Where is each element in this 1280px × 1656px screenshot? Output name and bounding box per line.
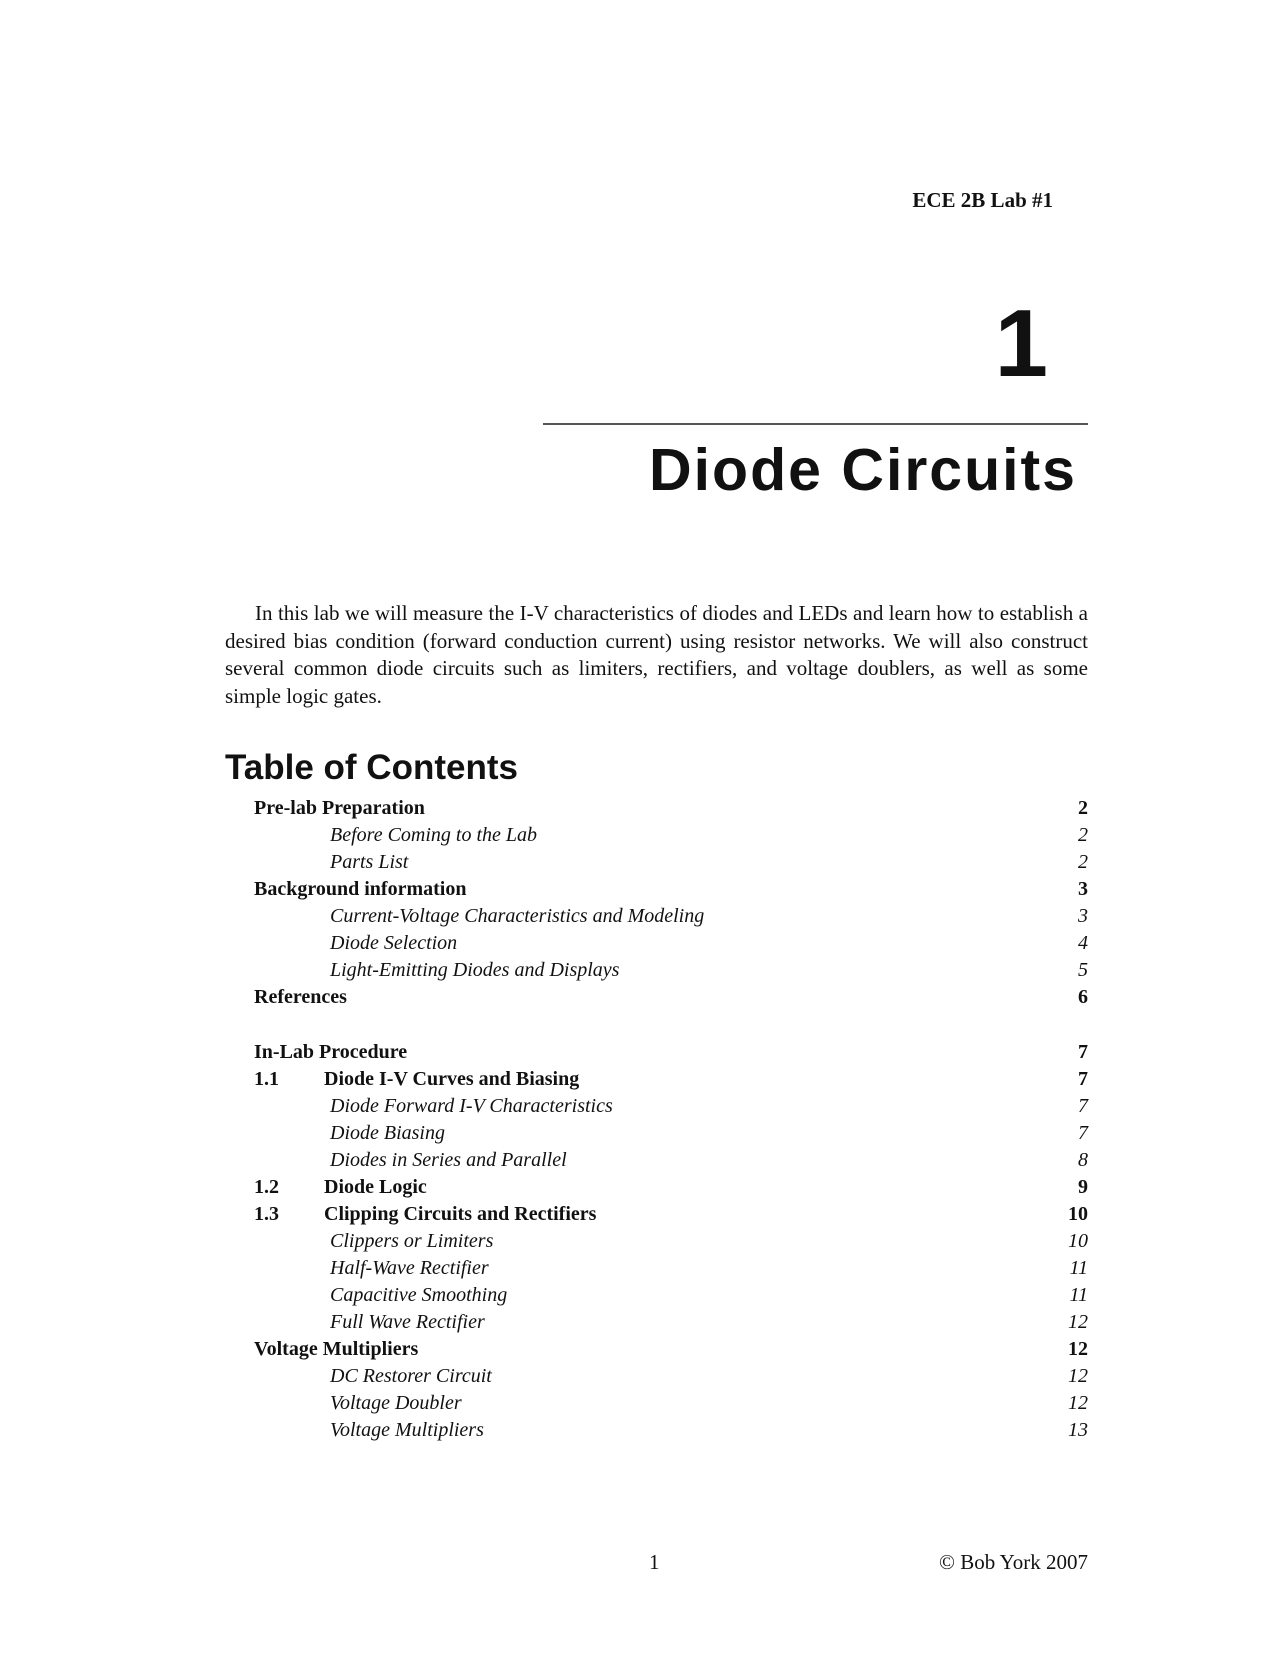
toc-entry[interactable] [254, 1066, 1088, 1093]
toc-entry-page: 12 [1068, 1338, 1088, 1360]
toc-entry[interactable] [254, 1201, 1088, 1228]
toc-entry[interactable] [254, 930, 1088, 957]
toc-entry[interactable] [254, 1282, 1088, 1309]
toc-entry[interactable] [254, 1039, 1088, 1066]
toc-heading: Table of Contents [225, 748, 518, 787]
toc-entry-label: Full Wave Rectifier [330, 1311, 485, 1333]
toc-entry-label: Current-Voltage Characteristics and Modeling [330, 905, 705, 927]
toc-entry-label: Voltage Multipliers [330, 1419, 484, 1441]
toc-entry-page: 7 [1078, 1122, 1088, 1144]
toc-entry-page: 11 [1069, 1257, 1088, 1279]
toc-entry-page: 2 [1078, 851, 1088, 873]
toc-entry-label: Voltage Doubler [330, 1392, 462, 1414]
toc-entry-label: Diode Logic [324, 1176, 427, 1198]
toc-entry-label: Clippers or Limiters [330, 1230, 494, 1252]
toc-entry-page: 11 [1069, 1284, 1088, 1306]
toc-entry-page: 7 [1078, 1068, 1088, 1090]
chapter-number: 1 [994, 290, 1048, 397]
toc-entry-label: Pre-lab Preparation [254, 797, 425, 819]
toc-entry-page: 3 [1078, 878, 1088, 900]
toc-entry-page: 12 [1068, 1392, 1088, 1414]
toc-entry-page: 8 [1078, 1149, 1088, 1171]
chapter-divider [543, 423, 1088, 425]
toc-entry[interactable] [254, 1336, 1088, 1363]
toc-entry-page: 13 [1068, 1419, 1088, 1441]
toc-entry-label: Diode Biasing [330, 1122, 445, 1144]
toc-entry[interactable] [254, 984, 1088, 1011]
toc-entry-label: Voltage Multipliers [254, 1338, 419, 1360]
copyright-notice: © Bob York 2007 [939, 1550, 1088, 1574]
toc-entry-page: 9 [1078, 1176, 1088, 1198]
intro-paragraph: In this lab we will measure the I-V characteristics of diodes and LEDs and learn how to establish a desired bias condition (forward conduction current) using resistor networks. We will also construct several common diode circuits such as limiters, rectifiers, and voltage doublers, as well as some simple logic gates. [225, 601, 1088, 708]
toc-entry-page: 5 [1078, 959, 1088, 981]
toc-entry[interactable] [254, 1363, 1088, 1390]
toc-entry-page: 6 [1078, 986, 1088, 1008]
toc-entry-label: Diode Forward I-V Characteristics [330, 1095, 613, 1117]
toc-entry[interactable] [254, 957, 1088, 984]
toc-entry[interactable] [254, 1174, 1088, 1201]
table-of-contents [254, 795, 1088, 1444]
toc-entry[interactable] [254, 1093, 1088, 1120]
toc-entry[interactable] [254, 1390, 1088, 1417]
toc-entry-label: Diode Selection [330, 932, 458, 954]
toc-entry[interactable] [254, 1120, 1088, 1147]
toc-entry[interactable] [254, 1309, 1088, 1336]
toc-entry-label: References [254, 986, 347, 1008]
toc-entry-number: 1.2 [254, 1176, 279, 1198]
toc-entry-label: Clipping Circuits and Rectifiers [324, 1203, 597, 1225]
toc-entry-page: 2 [1078, 824, 1088, 846]
toc-entry-page: 7 [1078, 1041, 1088, 1063]
toc-entry[interactable] [254, 1147, 1088, 1174]
toc-entry-number: 1.1 [254, 1068, 279, 1090]
lab-header: ECE 2B Lab #1 [912, 188, 1053, 212]
toc-entry[interactable] [254, 795, 1088, 822]
toc-entry-label: DC Restorer Circuit [330, 1365, 492, 1387]
toc-entry-label: Diode I-V Curves and Biasing [324, 1068, 580, 1090]
toc-entry[interactable] [254, 822, 1088, 849]
toc-entry-page: 10 [1068, 1203, 1088, 1225]
toc-entry-label: Before Coming to the Lab [330, 824, 538, 846]
page-number: 1 [649, 1550, 660, 1574]
toc-entry-page: 12 [1068, 1365, 1088, 1387]
toc-entry-page: 12 [1068, 1311, 1088, 1333]
toc-entry-label: Half-Wave Rectifier [330, 1257, 489, 1279]
toc-entry-label: Background information [254, 878, 467, 900]
toc-entry-page: 2 [1078, 797, 1088, 819]
toc-entry-label: In-Lab Procedure [254, 1041, 408, 1063]
toc-entry-page: 10 [1068, 1230, 1088, 1252]
toc-entry[interactable] [254, 876, 1088, 903]
toc-entry[interactable] [254, 903, 1088, 930]
toc-entry[interactable] [254, 1417, 1088, 1444]
toc-spacer [254, 1011, 1088, 1039]
chapter-title: Diode Circuits [649, 437, 1077, 503]
toc-entry-number: 1.3 [254, 1203, 279, 1225]
toc-entry[interactable] [254, 1255, 1088, 1282]
toc-entry-label: Parts List [330, 851, 409, 873]
toc-entry[interactable] [254, 849, 1088, 876]
toc-entry-page: 7 [1078, 1095, 1088, 1117]
toc-entry-page: 3 [1078, 905, 1088, 927]
toc-entry-label: Diodes in Series and Parallel [330, 1149, 567, 1171]
toc-entry-page: 4 [1078, 932, 1088, 954]
toc-entry[interactable] [254, 1228, 1088, 1255]
toc-entry-label: Capacitive Smoothing [330, 1284, 508, 1306]
toc-entry-label: Light-Emitting Diodes and Displays [330, 959, 620, 981]
